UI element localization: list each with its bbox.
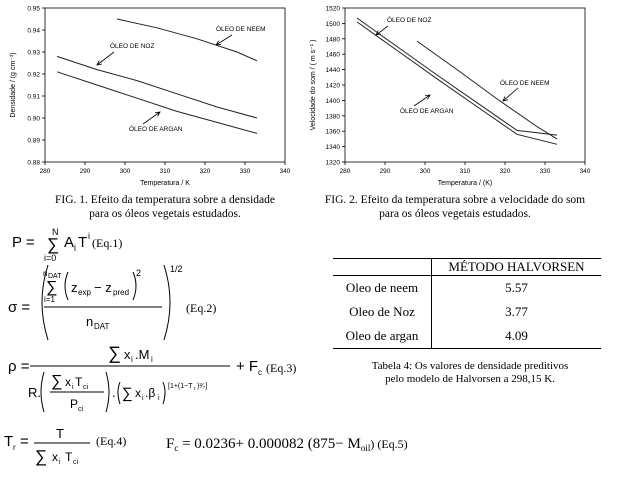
f1-x-tick-label: 310 [159, 168, 171, 175]
f1-y-tick-label: 0.90 [27, 115, 40, 123]
svg-text:c: c [258, 368, 262, 377]
table-header-row [333, 259, 601, 276]
f1-arrow [97, 52, 114, 65]
equation-2 [8, 260, 188, 349]
f2-x-tick-label: 310 [459, 168, 471, 175]
svg-text:ci: ci [73, 459, 79, 466]
svg-text:.β: .β [145, 386, 156, 400]
svg-text:i: i [142, 395, 144, 402]
svg-text:x: x [124, 347, 131, 362]
f2-series-label: ÓLEO DE NOZ [387, 17, 432, 24]
svg-text:ρ =: ρ = [8, 358, 30, 375]
f1-x-tick-label: 340 [279, 168, 291, 175]
svg-text:N: N [52, 228, 59, 237]
svg-text:T: T [4, 433, 14, 450]
svg-text:exp: exp [78, 288, 91, 297]
f2-x-tick-label: 290 [379, 168, 391, 175]
f1-y-tick-label: 0.93 [27, 49, 40, 57]
f2-arrow [376, 26, 388, 35]
svg-text:z: z [71, 280, 78, 295]
f2-y-tick-label: 1420 [325, 82, 340, 90]
f1-series-label: ÓLEO DE ARGAN [129, 126, 183, 133]
table-header: MÉTODO HALVORSEN [432, 259, 602, 276]
svg-text:i: i [131, 355, 133, 364]
svg-text:∑: ∑ [35, 447, 48, 466]
svg-text:∑: ∑ [108, 343, 121, 363]
table-caption [320, 360, 620, 386]
svg-text:i=0: i=0 [44, 253, 57, 263]
equation-4 [4, 424, 104, 475]
f2-arrow [503, 88, 518, 101]
f2-series-line-0 [357, 18, 557, 135]
svg-text:)²⁄₇]: )²⁄₇] [197, 383, 208, 390]
f1-y-axis-label: Densidade / (g cm⁻³) [10, 52, 17, 118]
svg-text:.M: .M [135, 347, 150, 362]
eq5-tail: ) (Eq.5) [370, 437, 408, 451]
svg-text:− z: − z [94, 280, 112, 295]
svg-text:DAT: DAT [94, 322, 110, 331]
equation-3 [8, 340, 273, 427]
svg-text:A: A [64, 234, 75, 251]
table-row-label: Oleo de neem [333, 276, 432, 301]
svg-text:ci: ci [78, 406, 84, 413]
svg-text:r: r [194, 386, 196, 392]
f2-y-tick-label: 1460 [325, 51, 340, 59]
figure2-caption-line2: para os óleos vegetais estudados. [379, 208, 531, 220]
f1-y-tick-label: 0.95 [27, 5, 40, 13]
f1-y-tick-label: 0.92 [27, 71, 40, 79]
figure2-caption [300, 193, 610, 221]
svg-text:i: i [74, 243, 76, 253]
table-row [333, 276, 601, 301]
table-row-label: Oleo de argan [333, 324, 432, 349]
figure1-chart [0, 0, 300, 195]
f1-arrow [216, 35, 232, 45]
f2-series-line-2 [417, 41, 557, 139]
svg-text:r: r [13, 443, 16, 452]
figure2-caption-line1: FIG. 2. Efeito da temperatura sobre a velocidade do som [324, 194, 586, 206]
table-caption-line1: Tabela 4: Os valores de densidade preditivos [371, 360, 569, 372]
f2-y-tick-label: 1340 [325, 144, 340, 152]
svg-text:ci: ci [83, 384, 89, 391]
f2-series-label: ÓLEO DE ARGAN [400, 108, 454, 115]
f1-arrowhead [216, 41, 221, 45]
svg-text:i: i [158, 395, 160, 402]
svg-text:2: 2 [136, 268, 142, 278]
eq3-label: (Eq.3) [266, 361, 297, 375]
eq5-sub-oil: oil [360, 443, 371, 453]
f1-y-tick-label: 0.88 [27, 159, 40, 167]
svg-text:x: x [65, 375, 71, 389]
svg-text:+ F: + F [236, 358, 259, 375]
table-caption-line2: pelo modelo de Halvorsen a 298,15 K. [385, 373, 555, 385]
svg-text:∑: ∑ [47, 235, 60, 254]
f1-x-tick-label: 290 [79, 168, 91, 175]
f2-x-tick-label: 320 [499, 168, 511, 175]
svg-text:∑: ∑ [46, 279, 58, 296]
f1-x-axis-label: Temperatura / K [140, 180, 190, 187]
svg-text:i: i [151, 355, 153, 364]
halvorsen-table [333, 258, 601, 349]
svg-text:x: x [52, 450, 58, 464]
svg-text:=: = [20, 433, 29, 450]
svg-text:T: T [78, 234, 88, 251]
f1-x-tick-label: 330 [239, 168, 251, 175]
svg-text:∑: ∑ [51, 373, 63, 390]
f1-series-line-2 [57, 72, 257, 134]
f1-series-label: ÓLEO DE NOZ [110, 43, 155, 50]
svg-text:∑: ∑ [122, 385, 133, 402]
svg-text:T: T [56, 426, 64, 441]
f2-y-tick-label: 1320 [325, 159, 340, 167]
f2-x-tick-label: 280 [339, 168, 351, 175]
f2-arrow [414, 95, 430, 106]
f2-x-axis-label: Temperatura / (K) [437, 180, 493, 187]
f1-x-tick-label: 320 [199, 168, 211, 175]
eq1-label: (Eq.1) [92, 236, 123, 250]
f2-y-tick-label: 1440 [325, 67, 340, 75]
f2-y-tick-label: 1520 [325, 5, 340, 13]
f2-x-tick-label: 330 [539, 168, 551, 175]
svg-text:x: x [135, 386, 141, 400]
table-header-empty [333, 259, 432, 276]
f1-series-line-1 [57, 56, 257, 118]
f2-y-tick-label: 1500 [325, 20, 340, 28]
table-row-value: 3.77 [505, 304, 528, 319]
svg-text:σ =: σ = [8, 299, 31, 316]
f2-y-axis-label: Velocidade do som / ( m s⁻¹ ) [310, 39, 317, 131]
table-row-label: Oleo de Noz [333, 300, 432, 324]
f1-x-tick-label: 280 [39, 168, 51, 175]
svg-text:P: P [70, 397, 79, 411]
svg-text:i: i [59, 459, 61, 466]
svg-text:n: n [43, 269, 48, 278]
svg-text:[1+(1−T: [1+(1−T [168, 383, 193, 390]
f2-y-tick-label: 1380 [325, 113, 340, 121]
table-row-value: 5.57 [505, 280, 528, 295]
f2-x-tick-label: 300 [419, 168, 431, 175]
svg-text:.: . [112, 385, 116, 400]
f2-y-tick-label: 1400 [325, 97, 340, 105]
f1-series-label: ÓLEO DE NEEM [216, 26, 266, 33]
f2-y-tick-label: 1480 [325, 36, 340, 44]
table-row-value: 4.09 [432, 324, 602, 349]
svg-text:i=1: i=1 [44, 295, 55, 304]
svg-text:P =: P = [12, 234, 35, 251]
f1-y-tick-label: 0.94 [27, 27, 40, 35]
f1-y-tick-label: 0.91 [27, 93, 40, 101]
table-row [333, 324, 601, 349]
equation-5 [166, 436, 408, 453]
eq5-f: F [166, 436, 175, 452]
f1-arrow [143, 112, 160, 124]
figure2-chart [300, 0, 600, 195]
figure1-caption-line2: para os óleos vegetais estudados. [89, 208, 241, 220]
f1-y-tick-label: 0.89 [27, 137, 40, 145]
svg-text:1/2: 1/2 [170, 264, 183, 274]
f2-x-tick-label: 340 [579, 168, 591, 175]
svg-text:T: T [75, 375, 83, 389]
f1-x-tick-label: 300 [119, 168, 131, 175]
svg-text:i: i [72, 384, 74, 391]
svg-text:n: n [86, 314, 94, 329]
eq5-rhs: = 0.0236+ 0.000082 (875− M [178, 436, 361, 452]
f2-y-tick-label: 1360 [325, 128, 340, 136]
figure1-caption-line1: FIG. 1. Efeito da temperatura sobre a densidade [54, 194, 276, 206]
svg-text:R.: R. [28, 385, 41, 400]
eq5-sub-c: c [174, 443, 179, 453]
eq2-label: (Eq.2) [186, 301, 217, 315]
svg-text:i: i [88, 231, 90, 241]
svg-text:T: T [65, 450, 73, 464]
figure1-caption [20, 193, 310, 221]
svg-text:pred: pred [113, 288, 130, 297]
eq4-label: (Eq.4) [96, 434, 127, 448]
f2-series-label: ÓLEO DE NEEM [500, 80, 550, 87]
table-row [333, 300, 601, 324]
svg-text:DAT: DAT [48, 273, 62, 280]
